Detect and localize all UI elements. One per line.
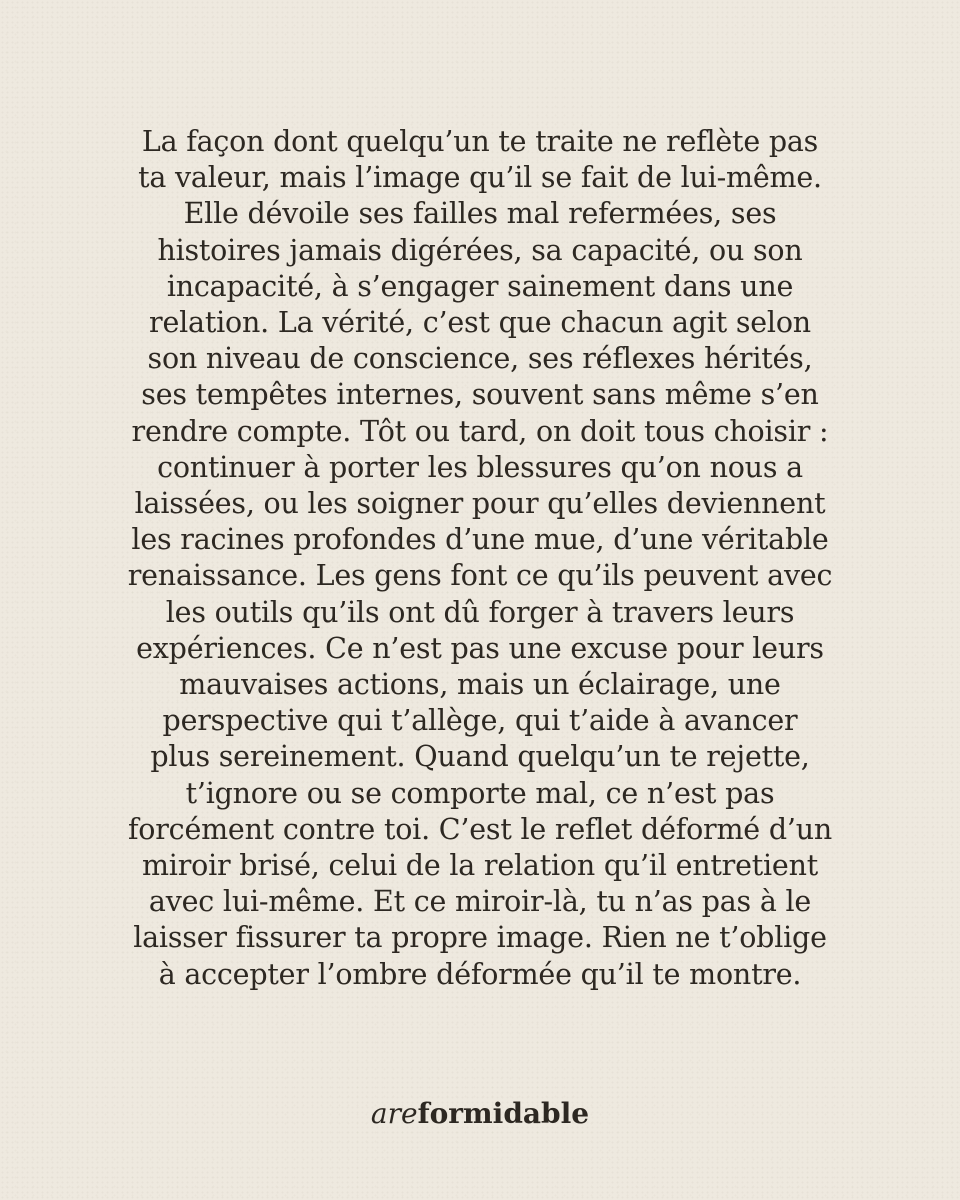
signature-prefix: are bbox=[370, 1097, 418, 1130]
quote-line: histoires jamais digérées, sa capacité, ou son bbox=[157, 233, 803, 267]
quote-line: mauvaises actions, mais un éclairage, une bbox=[179, 668, 781, 702]
quote-line: relation. La vérité, c’est que chacun agit selon bbox=[149, 306, 811, 340]
quote-line: perspective qui t’allège, qui t’aide à avancer bbox=[162, 704, 798, 738]
author-signature bbox=[0, 1094, 960, 1134]
quote-line: expériences. Ce n’est pas une excuse pour leurs bbox=[136, 631, 824, 665]
quote-line: Elle dévoile ses failles mal refermées, ses bbox=[183, 197, 777, 231]
quote-text bbox=[0, 124, 960, 993]
quote-line: continuer à porter les blessures qu’on nous a bbox=[157, 450, 803, 484]
quote-line: miroir brisé, celui de la relation qu’il entretient bbox=[141, 849, 818, 883]
quote-line: incapacité, à s’engager sainement dans une bbox=[166, 269, 794, 303]
quote-line: t’ignore ou se comporte mal, ce n’est pas bbox=[185, 776, 775, 810]
quote-line: plus sereinement. Quand quelqu’un te rejette, bbox=[150, 740, 810, 774]
quote-line: laissées, ou les soigner pour qu’elles deviennent bbox=[134, 487, 826, 521]
quote-line: avec lui-même. Et ce miroir-là, tu n’as pas à le bbox=[148, 885, 812, 919]
quote-line: ses tempêtes internes, souvent sans même s’en bbox=[141, 378, 819, 412]
quote-line: ta valeur, mais l’image qu’il se fait de lui-même. bbox=[138, 161, 822, 195]
quote-line: son niveau de conscience, ses réflexes hérités, bbox=[147, 342, 813, 376]
signature-name: formidable bbox=[417, 1097, 590, 1130]
quote-line: La façon dont quelqu’un te traite ne reflète pas bbox=[141, 125, 819, 158]
quote-line: les outils qu’ils ont dû forger à travers leurs bbox=[165, 595, 795, 629]
quote-line: forcément contre toi. C’est le reflet déformé d’un bbox=[127, 812, 833, 846]
quote-line: rendre compte. Tôt ou tard, on doit tous choisir : bbox=[131, 414, 829, 448]
quote-line: à accepter l’ombre déformée qu’il te montre. bbox=[158, 957, 802, 991]
quote-line: laisser fissurer ta propre image. Rien ne t’oblige bbox=[133, 921, 827, 955]
quote-line: les racines profondes d’une mue, d’une véritable bbox=[131, 523, 829, 557]
quote-line: renaissance. Les gens font ce qu’ils peuvent avec bbox=[127, 559, 833, 593]
